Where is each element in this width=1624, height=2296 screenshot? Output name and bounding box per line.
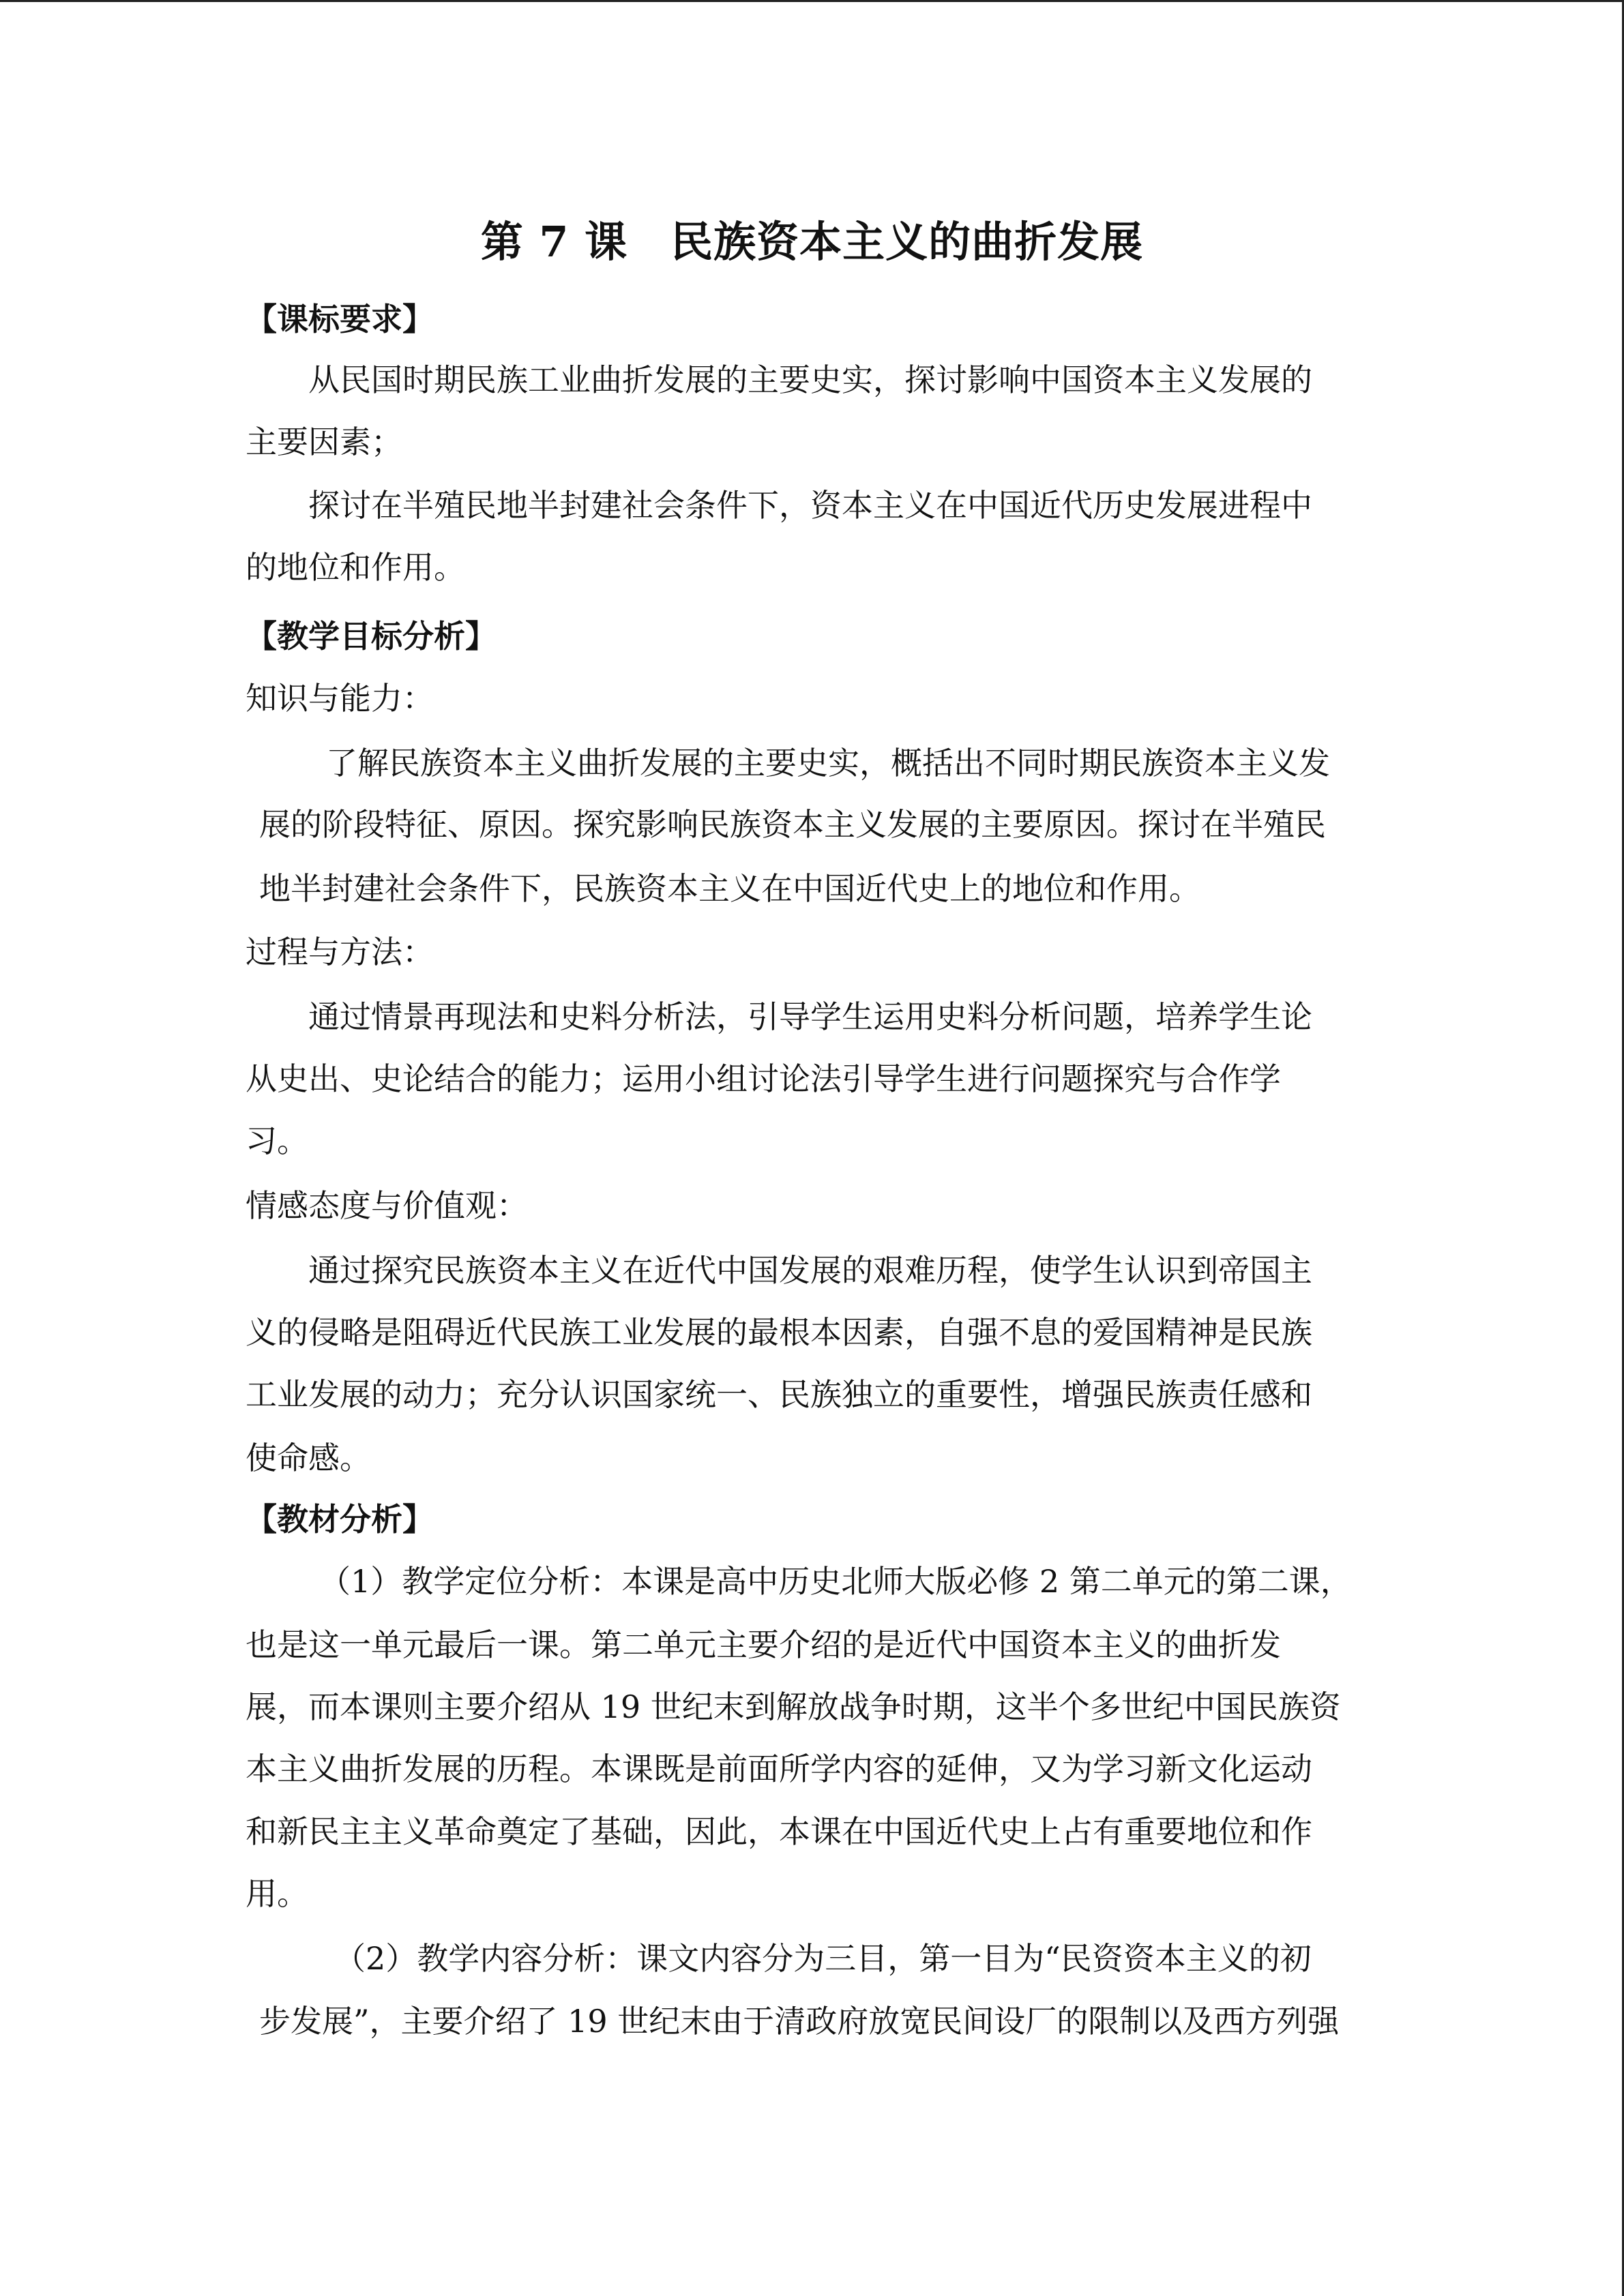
paragraph-line: 通过情景再现法和史料分析法，引导学生运用史料分析问题，培养学生论 — [308, 998, 1312, 1035]
subheading-knowledge-ability: 知识与能力： — [246, 680, 434, 717]
paragraph-line: 也是这一单元最后一课。第二单元主要介绍的是近代中国资本主义的曲折发 — [246, 1626, 1281, 1663]
paragraph-line: 本主义曲折发展的历程。本课既是前面所学内容的延伸，又为学习新文化运动 — [246, 1750, 1312, 1787]
paragraph-line: 主要因素； — [246, 423, 402, 460]
page-title: 第 7 课 民族资本主义的曲折发展 — [480, 217, 1144, 267]
paragraph-line: （2）教学内容分析：课文内容分为三目，第一目为“民资资本主义的初 — [334, 1940, 1312, 1977]
paragraph-line: 习。 — [246, 1122, 308, 1159]
paragraph-line: 探讨在半殖民地半封建社会条件下，资本主义在中国近代历史发展进程中 — [308, 487, 1312, 524]
subheading-emotion-values: 情感态度与价值观： — [246, 1187, 528, 1224]
paragraph-line: 使命感。 — [246, 1440, 371, 1476]
paragraph-line: 地半封建社会条件下，民族资本主义在中国近代史上的地位和作用。 — [259, 870, 1200, 907]
paragraph-line: 从民国时期民族工业曲折发展的主要史实，探讨影响中国资本主义发展的 — [308, 361, 1312, 398]
paragraph-line: 展，而本课则主要介绍从 19 世纪末到解放战争时期，这半个多世纪中国民族资 — [246, 1688, 1341, 1725]
heading-teaching-objectives: 【教学目标分析】 — [246, 618, 497, 655]
paragraph-line: 的地位和作用。 — [246, 549, 465, 586]
subheading-process-method: 过程与方法： — [246, 934, 434, 970]
paragraph-line: 了解民族资本主义曲折发展的主要史实，概括出不同时期民族资本主义发 — [326, 745, 1330, 781]
paragraph-line: （1）教学定位分析：本课是高中历史北师大版必修 2 第二单元的第二课， — [319, 1563, 1352, 1600]
paragraph-line: 和新民主主义革命奠定了基础，因此，本课在中国近代史上占有重要地位和作 — [246, 1813, 1312, 1850]
heading-curriculum-requirements: 【课标要求】 — [246, 301, 434, 338]
heading-textbook-analysis: 【教材分析】 — [246, 1501, 434, 1538]
paragraph-line: 步发展”，主要介绍了 19 世纪末由于清政府放宽民间设厂的限制以及西方列强 — [259, 2003, 1340, 2040]
paragraph-line: 展的阶段特征、原因。探究影响民族资本主义发展的主要原因。探讨在半殖民 — [259, 806, 1326, 843]
paragraph-line: 从史出、史论结合的能力；运用小组讨论法引导学生进行问题探究与合作学 — [246, 1060, 1281, 1097]
paragraph-line: 工业发展的动力；充分认识国家统一、民族独立的重要性，增强民族责任感和 — [246, 1376, 1312, 1413]
paragraph-line: 义的侵略是阻碍近代民族工业发展的最根本因素，自强不息的爱国精神是民族 — [246, 1314, 1312, 1351]
paragraph-line: 用。 — [246, 1875, 308, 1912]
paragraph-line: 通过探究民族资本主义在近代中国发展的艰难历程，使学生认识到帝国主 — [308, 1252, 1312, 1289]
